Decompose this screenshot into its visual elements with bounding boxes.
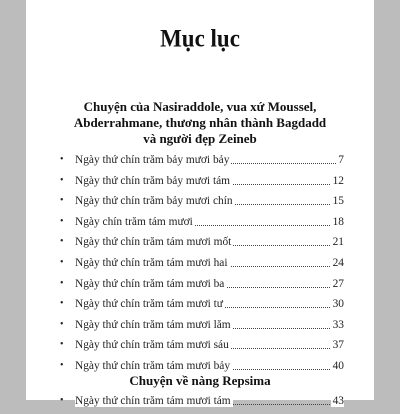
document-page <box>26 0 374 407</box>
section-title-line: Chuyện về nàng Repsima <box>129 373 271 388</box>
bullet-icon: • <box>60 215 64 227</box>
toc-entry-text: Ngày thứ chín trăm tám mươi sáu <box>75 339 229 352</box>
toc-entry-text: Ngày thứ chín trăm tám mươi lăm <box>75 318 231 331</box>
toc-list-repsima <box>26 393 374 414</box>
toc-entry-text: Ngày thứ chín trăm tám mươi ba <box>75 277 225 290</box>
page-title: Mục lục <box>160 24 240 52</box>
toc-entry-text: Ngày thứ chín trăm bảy mươi chín <box>75 195 233 208</box>
toc-page-number: 21 <box>332 236 344 249</box>
bullet-icon: • <box>60 236 64 248</box>
toc-entry[interactable] <box>26 173 374 194</box>
section-title-nasiraddole <box>26 99 374 147</box>
bullet-icon: • <box>60 318 64 330</box>
toc-page-number: 24 <box>332 256 344 269</box>
toc-entry-text: Ngày chín trăm tám mươi <box>75 215 193 228</box>
bullet-icon: • <box>60 277 64 289</box>
toc-page-number: 40 <box>332 359 344 372</box>
section-title-line: Chuyện của Nasiraddole, vua xứ Moussel, <box>83 99 317 114</box>
bullet-icon: • <box>60 298 64 310</box>
toc-entry-text: Ngày thứ chín trăm tám mươi bảy <box>75 359 231 372</box>
toc-list-nasiraddole <box>26 152 374 379</box>
bullet-icon: • <box>60 154 64 165</box>
toc-page-number: 12 <box>332 174 344 187</box>
toc-entry[interactable] <box>26 193 374 214</box>
toc-entry[interactable] <box>26 317 374 338</box>
toc-entry-text: Ngày thứ chín trăm tám mươi tám <box>75 395 231 407</box>
bullet-icon: • <box>60 359 64 371</box>
bullet-icon: • <box>60 174 64 186</box>
bullet-icon: • <box>60 256 64 268</box>
toc-entry[interactable] <box>26 393 374 414</box>
toc-page-number: 37 <box>332 339 344 352</box>
toc-entry-text: Ngày thứ chín trăm tám mươi mốt <box>75 236 232 249</box>
toc-entry-text: Ngày thứ chín trăm bảy mươi bảy <box>75 154 230 166</box>
toc-entry[interactable] <box>26 214 374 235</box>
toc-entry[interactable] <box>26 276 374 297</box>
section-title-line: Abderrahmane, thương nhân thành Bagdadd <box>73 115 327 130</box>
bullet-icon: • <box>60 195 64 207</box>
section-title-repsima <box>26 373 374 389</box>
section-title-line: và người đẹp Zeineb <box>143 131 257 146</box>
toc-page-number: 7 <box>338 154 344 166</box>
toc-entry-text: Ngày thứ chín trăm tám mươi hai <box>75 256 228 269</box>
toc-page-number: 18 <box>332 215 344 228</box>
toc-entry-text: Ngày thứ chín trăm tám mươi tư <box>75 298 223 311</box>
toc-entry[interactable] <box>26 255 374 276</box>
toc-page-number: 15 <box>332 195 344 208</box>
toc-entry-text: Ngày thứ chín trăm bảy mươi tám <box>75 174 231 187</box>
toc-entry[interactable] <box>26 296 374 317</box>
bullet-icon: • <box>60 339 64 351</box>
toc-page-number: 30 <box>332 298 344 311</box>
toc-entry[interactable] <box>26 234 374 255</box>
toc-page-number: 27 <box>332 277 344 290</box>
toc-page-number: 33 <box>332 318 344 331</box>
toc-entry[interactable] <box>26 337 374 358</box>
toc-page-number: 43 <box>332 395 344 407</box>
toc-entry[interactable] <box>26 152 374 173</box>
bullet-icon: • <box>60 395 64 406</box>
